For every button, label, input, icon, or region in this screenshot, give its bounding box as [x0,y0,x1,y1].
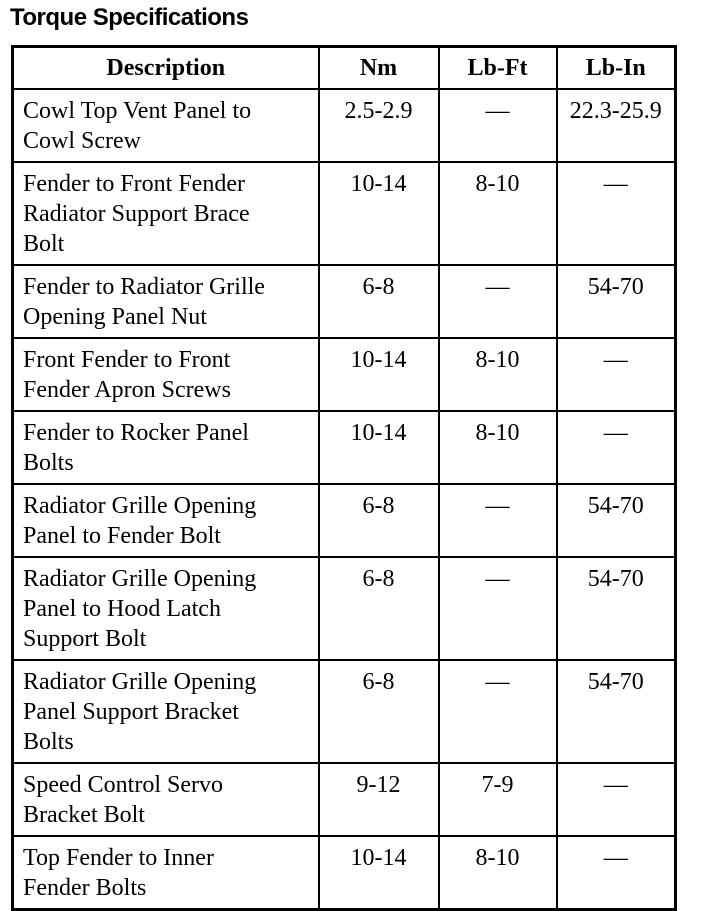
cell-description: Fender to Front Fender Radiator Support Brace Bolt [13,162,319,265]
cell-nm: 10-14 [319,338,439,411]
table-row [13,484,676,557]
cell-lbin: 54-70 [557,484,676,557]
cell-nm: 9-12 [319,763,439,836]
table-row [13,411,676,484]
table-row [13,836,676,910]
cell-description: Radiator Grille Opening Panel to Hood Latch Support Bolt [13,557,319,660]
table-row [13,265,676,338]
cell-nm: 10-14 [319,411,439,484]
cell-lbin: 54-70 [557,265,676,338]
cell-nm: 6-8 [319,265,439,338]
cell-lbin: — [557,763,676,836]
page-title: Torque Specifications [10,4,249,31]
header-lbin: Lb-In [557,47,676,90]
table-row [13,162,676,265]
cell-description: Radiator Grille Opening Panel to Fender Bolt [13,484,319,557]
table-row [13,557,676,660]
cell-lbin: 54-70 [557,557,676,660]
cell-description: Fender to Radiator Grille Opening Panel Nut [13,265,319,338]
cell-description: Speed Control Servo Bracket Bolt [13,763,319,836]
table-row [13,660,676,763]
table-row [13,89,676,162]
table-row [13,338,676,411]
cell-lbft: 7-9 [439,763,557,836]
cell-lbin: — [557,411,676,484]
cell-nm: 10-14 [319,836,439,910]
cell-lbft: — [439,89,557,162]
cell-description: Fender to Rocker Panel Bolts [13,411,319,484]
table-header-row [13,47,676,90]
cell-lbft: — [439,660,557,763]
cell-lbin: 54-70 [557,660,676,763]
cell-lbft: 8-10 [439,162,557,265]
header-lbft: Lb-Ft [439,47,557,90]
torque-spec-table [11,45,677,911]
cell-description: Radiator Grille Opening Panel Support Bracket Bolts [13,660,319,763]
cell-lbft: 8-10 [439,836,557,910]
cell-lbin: 22.3-25.9 [557,89,676,162]
table-row [13,763,676,836]
header-nm: Nm [319,47,439,90]
cell-lbin: — [557,836,676,910]
cell-nm: 10-14 [319,162,439,265]
cell-nm: 6-8 [319,557,439,660]
cell-lbft: — [439,557,557,660]
cell-nm: 2.5-2.9 [319,89,439,162]
cell-lbft: — [439,265,557,338]
cell-description: Cowl Top Vent Panel to Cowl Screw [13,89,319,162]
cell-lbft: 8-10 [439,338,557,411]
cell-lbin: — [557,338,676,411]
cell-lbin: — [557,162,676,265]
cell-nm: 6-8 [319,660,439,763]
cell-nm: 6-8 [319,484,439,557]
cell-lbft: — [439,484,557,557]
cell-description: Front Fender to Front Fender Apron Screws [13,338,319,411]
cell-lbft: 8-10 [439,411,557,484]
cell-description: Top Fender to Inner Fender Bolts [13,836,319,910]
header-description: Description [13,47,319,90]
